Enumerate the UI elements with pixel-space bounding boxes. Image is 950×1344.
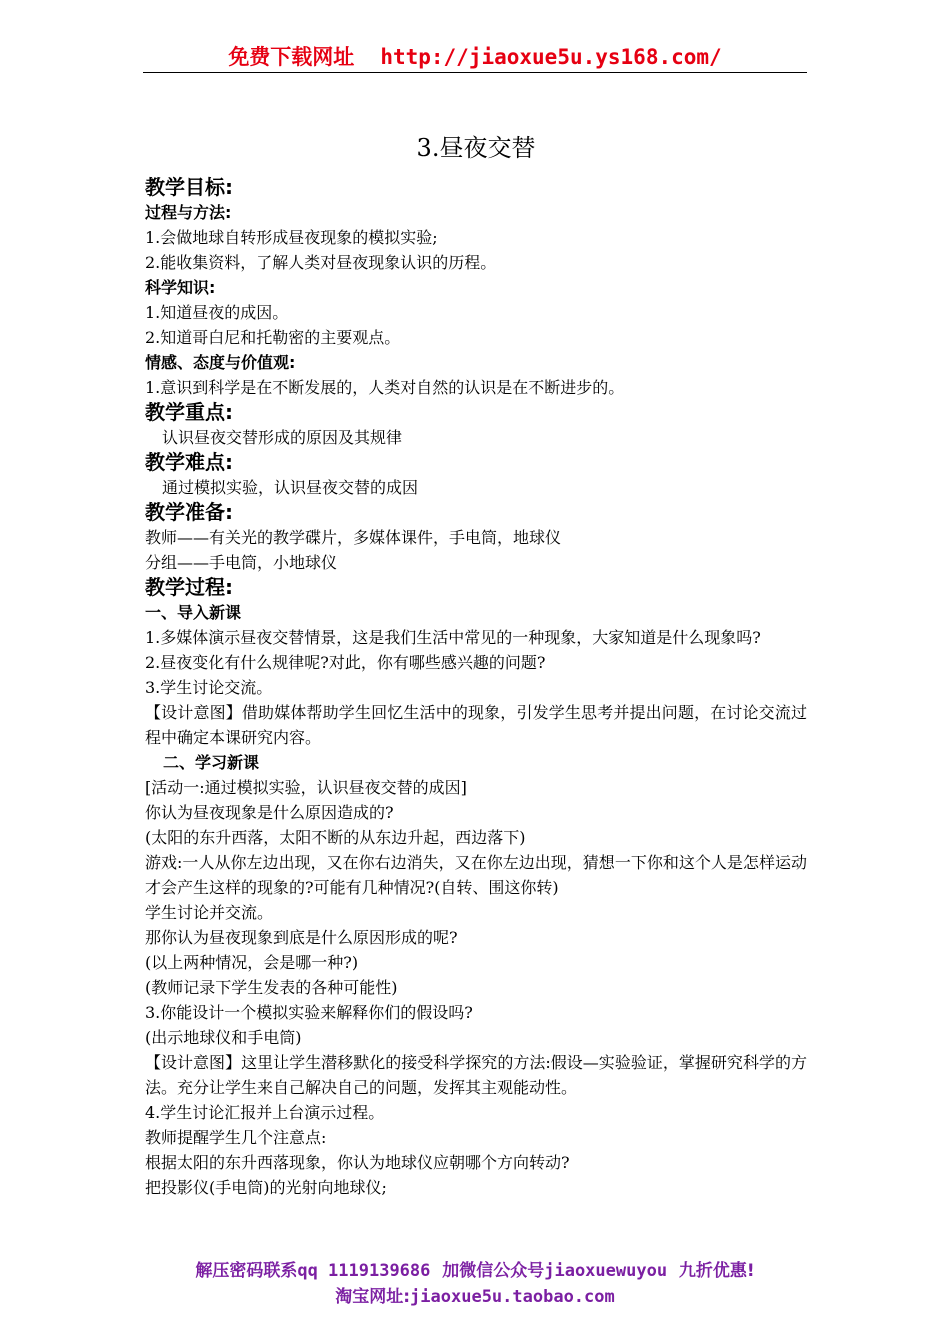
download-url-link[interactable]: http://jiaoxue5u.ys168.com/ <box>380 45 722 69</box>
document-body <box>145 130 807 1200</box>
paragraph: 游戏:一人从你左边出现，又在你右边消失，又在你左边出现，猜想一下你和这个人是怎样运动才会产生这样的现象的?可能有几种情况?(自转、围这你转) <box>145 853 807 897</box>
page-title: 3.昼夜交替 <box>416 134 536 162</box>
download-banner <box>143 44 807 70</box>
paragraph: 1.意识到科学是在不断发展的，人类对自然的认识是在不断进步的。 <box>145 378 625 397</box>
footer-taobao-label: 淘宝网址: <box>335 1287 411 1307</box>
subsection-heading: 情感、态度与价值观: <box>145 353 296 372</box>
paragraph: 教师提醒学生几个注意点: <box>145 1128 327 1147</box>
lesson-plan-content <box>145 175 807 1200</box>
footer-discount-text: 九折优惠! <box>678 1261 755 1281</box>
paragraph: 4.学生讨论汇报并上台演示过程。 <box>145 1103 385 1122</box>
subsection-heading: 过程与方法: <box>145 203 232 222</box>
paragraph: 1.知道昼夜的成因。 <box>145 303 289 322</box>
section-heading: 教学难点: <box>145 450 233 474</box>
paragraph: 2.能收集资料，了解人类对昼夜现象认识的历程。 <box>145 253 497 272</box>
section-heading: 教学准备: <box>145 500 233 524</box>
paragraph: 你认为昼夜现象是什么原因造成的? <box>145 803 394 822</box>
section-heading: 教学过程: <box>145 575 233 599</box>
paragraph: 【设计意图】这里让学生潜移默化的接受科学探究的方法:假设—实验验证，掌握研究科学的方法。充分让学生来自己解决自己的问题，发挥其主观能动性。 <box>145 1053 807 1097</box>
paragraph: (出示地球仪和手电筒) <box>145 1028 302 1047</box>
header-divider <box>143 72 807 73</box>
footer-contact-line <box>120 1258 830 1284</box>
subsection-heading: 一、导入新课 <box>145 603 242 622</box>
subsection-heading: 科学知识: <box>145 278 216 297</box>
footer-qq: qq 1119139686 <box>297 1261 431 1281</box>
paragraph: 通过模拟实验，认识昼夜交替的成因 <box>162 478 419 497</box>
subsection-heading: 二、学习新课 <box>163 753 260 772</box>
download-label: 免费下载网址 <box>228 45 355 69</box>
paragraph: (以上两种情况，会是哪一种?) <box>145 953 359 972</box>
paragraph: 根据太阳的东升西落现象，你认为地球仪应朝哪个方向转动? <box>145 1153 570 1172</box>
paragraph: 教师——有关光的教学碟片，多媒体课件，手电筒，地球仪 <box>145 528 562 547</box>
footer-taobao-link[interactable]: jiaoxue5u.taobao.com <box>410 1287 615 1307</box>
section-heading: 教学重点: <box>145 400 233 424</box>
paragraph: 学生讨论并交流。 <box>145 903 274 922</box>
footer-wechat-id: jiaoxuewuyou <box>544 1261 668 1281</box>
paragraph: 【设计意图】借助媒体帮助学生回忆生活中的现象，引发学生思考并提出问题，在讨论交流过程中确定本课研究内容。 <box>145 703 807 747</box>
paragraph: 2.知道哥白尼和托勒密的主要观点。 <box>145 328 401 347</box>
footer-taobao-line <box>120 1284 830 1310</box>
paragraph: 认识昼夜交替形成的原因及其规律 <box>162 428 403 447</box>
section-heading: 教学目标: <box>145 175 233 199</box>
paragraph: 3.你能设计一个模拟实验来解释你们的假设吗? <box>145 1003 473 1022</box>
paragraph: 1.会做地球自转形成昼夜现象的模拟实验; <box>145 228 438 247</box>
paragraph: 那你认为昼夜现象到底是什么原因形成的呢? <box>145 928 458 947</box>
footer-wechat-text: 加微信公众号 <box>442 1261 545 1281</box>
footer-password-text: 解压密码联系 <box>195 1261 298 1281</box>
paragraph: 分组——手电筒，小地球仪 <box>145 553 338 572</box>
paragraph: 2.昼夜变化有什么规律呢?对此，你有哪些感兴趣的问题? <box>145 653 546 672</box>
paragraph: 1.多媒体演示昼夜交替情景，这是我们生活中常见的一种现象，大家知道是什么现象吗? <box>145 628 761 647</box>
paragraph: 3.学生讨论交流。 <box>145 678 273 697</box>
paragraph: [活动一:通过模拟实验，认识昼夜交替的成因] <box>145 778 467 797</box>
paragraph: (太阳的东升西落，太阳不断的从东边升起，西边落下) <box>145 828 526 847</box>
paragraph: (教师记录下学生发表的各种可能性) <box>145 978 398 997</box>
paragraph: 把投影仪(手电筒)的光射向地球仪; <box>145 1178 387 1197</box>
